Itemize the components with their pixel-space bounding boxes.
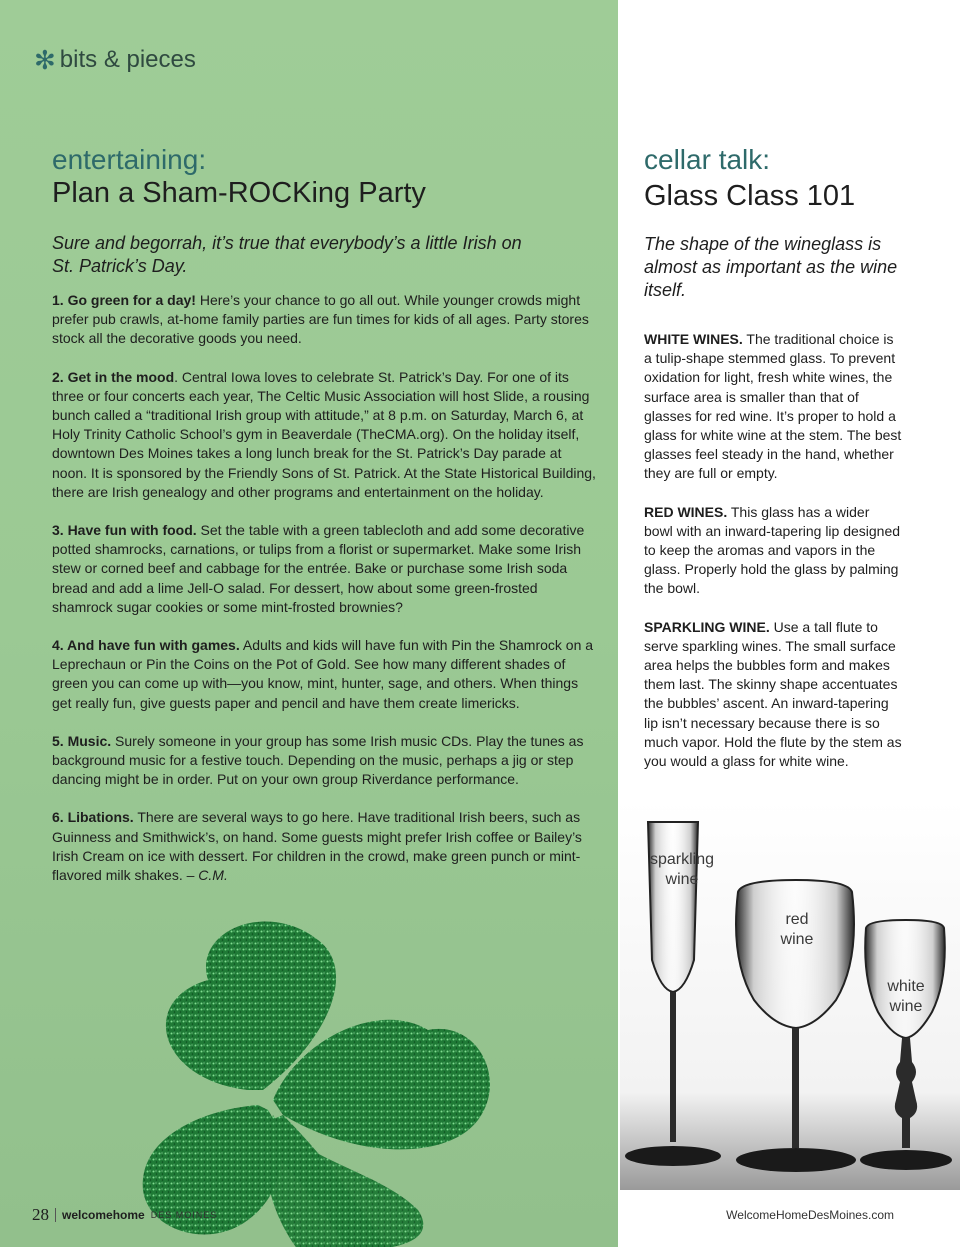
right-kicker: cellar talk: (644, 144, 771, 175)
right-title: Glass Class 101 (644, 180, 856, 212)
sparkling-glass-label: sparkling wine (649, 851, 715, 888)
white-glass-label: white wine (887, 978, 925, 1015)
footer-divider (55, 1208, 56, 1222)
glass-text: The traditional choice is a tulip-shape stemmed glass. To prevent oxidation for light, fresh white wines, the surface area is smaller than that of glasses for red wine. It’s proper to hold a glass for white wine at the stem. The best glasses feel steady in the hand, whether they are full or empty. (644, 331, 902, 482)
red-glass-label: red wine (780, 911, 814, 948)
tip-text: Surely someone in your group has some Irish music CDs. Play the tunes as background music for a festive touch. Depending on the music, perhaps a jig or step dancing might be in order. Put on your own group Riverdance performance. (52, 732, 584, 788)
left-title: Plan a Sham-ROCKing Party (52, 177, 426, 209)
left-body (52, 291, 597, 904)
tip-paragraph (52, 368, 597, 502)
footer-city: DES MOINES (150, 1210, 218, 1220)
author-signature: C.M. (198, 867, 228, 884)
glass-text: This glass has a wider bowl with an inward-tapering lip designed to keep the aromas and vapors in the glass. Properly hold the glass by palming the bowl. (644, 503, 901, 597)
left-dek (52, 232, 592, 278)
tip-paragraph (52, 291, 597, 349)
footer-left (32, 1205, 217, 1225)
section-tag (34, 46, 196, 74)
left-kicker: entertaining: (52, 144, 207, 175)
tip-lead: 6. Libations. (52, 809, 134, 826)
footer-website: WelcomeHomeDesMoines.com (726, 1208, 894, 1222)
tip-paragraph (52, 521, 597, 617)
glitter-shamrock-image (98, 870, 558, 1247)
glass-text: Use a tall flute to serve sparkling wines. The small surface area helps the bubbles form and makes them last. The skinny shape accentuates the bubbles’ ascent. An inward-tapering lip isn’t necessary because there is so much vapor. Hold the flute by the stem as you would a glass for white wine. (644, 618, 902, 770)
tip-text: Set the table with a green tablecloth and add some decorative potted shamrocks, carnations, or tulips from a florist or supermarket. Make some Irish stew or corned beef and cabbage for the entrée. Bake or purchase some Irish soda bread and add a lime Jell-O salad. For dessert, how about some green-frosted shamrock sugar cookies or some mint-frosted brownies? (52, 522, 585, 615)
glass-paragraph (644, 618, 902, 772)
tip-lead: 5. Music. (52, 732, 112, 749)
left-dek-line-1: Sure and begorrah, it’s true that everybody’s a little Irish on (52, 233, 522, 253)
tip-text: Adults and kids will have fun with Pin the Shamrock on a Leprechaun or Pin the Coins on the Pot of Gold. See how many different shades of green you can come up with—you know, mint, hunter, sage, and others. When things get really fun, give guests paper and pencil and have them create limericks. (52, 637, 594, 711)
tip-lead: 2. Get in the mood (52, 368, 175, 385)
tip-text: There are several ways to go here. Have traditional Irish beers, such as Guinness and Smithwick’s, on hand. Some guests might prefer Irish coffee or Bailey’s Irish Cream on ice with dessert. For children in the crowd, make green punch or mint-flavored milk shakes. – (52, 809, 582, 884)
footer-brand: welcomehome (62, 1208, 145, 1222)
tip-lead: 4. And have fun with games. (52, 637, 240, 654)
left-dek-line-2: St. Patrick’s Day. (52, 256, 188, 276)
tip-text: Here’s your chance to go all out. While younger crowds might prefer pub crawls, at-home family parties are fun times for kids of all ages. Party stores stock all the decorative goods you need. (52, 292, 589, 347)
right-body (644, 330, 902, 790)
section-label: bits & pieces (59, 46, 196, 73)
right-dek: The shape of the wineglass is almost as important as the wine itself. (644, 234, 898, 300)
glass-lead: RED WINES. (644, 503, 728, 520)
glass-paragraph (644, 503, 902, 599)
glass-paragraph (644, 330, 902, 484)
asterisk-icon: ✻ (34, 45, 56, 75)
tip-paragraph (52, 636, 597, 713)
tip-lead: 3. Have fun with food. (52, 522, 197, 539)
tip-text: . Central Iowa loves to celebrate St. Patrick’s Day. For one of its three or four concerts each year, The Celtic Music Association will host Slide, a rousing bunch called a “traditional Irish group with attitude,” at 8 p.m. on Saturday, March 6, at Holy Trinity Catholic School’s gym in Beaverdale (TheCMA.org). On the holiday itself, downtown Des Moines takes a long lunch break for the St. Patrick’s Day parade at noon. It is sponsored by the Friendly Sons of St. Patrick. At the State Historical Building, there are Irish genealogy and other programs and entertainment on the holiday. (52, 368, 596, 500)
tip-paragraph (52, 732, 597, 790)
glass-lead: WHITE WINES. (644, 331, 743, 347)
page-number: 28 (32, 1205, 49, 1224)
glass-lead: SPARKLING WINE. (644, 618, 770, 635)
tip-lead: 1. Go green for a day! (52, 292, 196, 308)
